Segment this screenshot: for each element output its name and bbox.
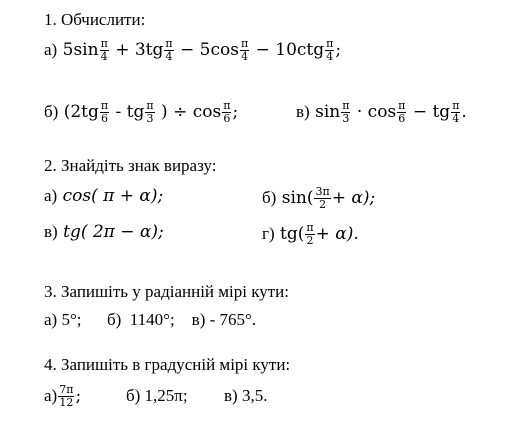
term: + 3tg <box>115 40 164 60</box>
item-label: г) <box>262 224 275 243</box>
task-4b: б) 1,25π; <box>126 386 188 405</box>
expression: cos( π + α); <box>62 186 164 206</box>
task-1a: а) 5sin $\frac{\pi}{4}$ + 3tg $\frac{\pi}{4}$ − 5cos $\frac{\pi}{4}$ − 10ctg $\frac{\pi}{4}$ ; <box>44 37 342 63</box>
term: + α); <box>331 188 376 208</box>
task-2-title: 2. Знайдіть знак виразу: <box>44 156 217 175</box>
task-4v: в) 3,5. <box>224 386 268 405</box>
term: + α). <box>315 224 359 244</box>
fraction: $\frac{\pi}{2}$ <box>306 221 314 247</box>
fraction: $\frac{\pi}{4}$ <box>326 37 334 63</box>
fraction: $\frac{\pi}{3}$ <box>342 99 350 125</box>
item-label: а) <box>44 186 58 205</box>
fraction: $\frac{\pi}{4}$ <box>240 37 249 63</box>
task-1-title: 1. Обчислити: <box>44 10 146 29</box>
task-1v: в) sin $\frac{\pi}{3}$ · cos $\frac{\pi}{6}$ − tg $\frac{\pi}{4}$ . <box>296 99 467 125</box>
item-label: в) <box>44 222 58 241</box>
task-2b <box>262 186 375 211</box>
item-label: в) <box>296 102 310 121</box>
fraction: $\frac{\pi}{4}$ <box>165 37 173 63</box>
term: ) ÷ cos <box>161 102 222 122</box>
item-label: б) <box>44 102 59 121</box>
term: sin <box>315 102 341 122</box>
task-2g <box>262 222 359 247</box>
term: tg( <box>280 224 305 244</box>
fraction: $\frac{\pi}{3}$ <box>146 99 154 125</box>
task-1b: б) (2tg $\frac{\pi}{6}$ - tg $\frac{\pi}{3}$ ) ÷ cos $\frac{\pi}{6}$ ; <box>44 99 239 125</box>
fraction: $\frac{\pi}{6}$ <box>100 99 109 125</box>
expression: tg( 2π − α); <box>63 222 164 242</box>
term: − tg <box>412 102 451 122</box>
task-4a: а) $\frac{7\pi}{12}$ ; <box>44 383 82 409</box>
task-3-items: а) 5°; б) 1140°; в) - 765°. <box>44 310 257 329</box>
term: 5sin <box>62 40 99 60</box>
item-label: а) <box>44 386 58 405</box>
fraction: $\frac{3\pi}{2}$ <box>315 185 330 211</box>
item-label: а) <box>44 40 58 59</box>
item-label: б) <box>262 188 277 207</box>
term: - tg <box>115 102 145 122</box>
fraction: $\frac{\pi}{4}$ <box>100 37 108 63</box>
task-4-title: 4. Запишіть в градусній мірі кути: <box>44 355 291 374</box>
term: − 5cos <box>180 40 239 60</box>
fraction: $\frac{\pi}{4}$ <box>452 99 460 125</box>
fraction: $\frac{7\pi}{12}$ <box>59 383 74 409</box>
term: · cos <box>356 102 397 122</box>
task-3-title: 3. Запишіть у радіанній мірі кути: <box>44 282 289 301</box>
fraction: $\frac{\pi}{6}$ <box>398 99 406 125</box>
task-2v <box>44 222 164 242</box>
term: − 10ctg <box>255 40 325 60</box>
term: sin( <box>281 188 314 208</box>
task-2a <box>44 186 163 206</box>
term: (2tg <box>63 102 99 122</box>
fraction: $\frac{\pi}{6}$ <box>223 99 231 125</box>
